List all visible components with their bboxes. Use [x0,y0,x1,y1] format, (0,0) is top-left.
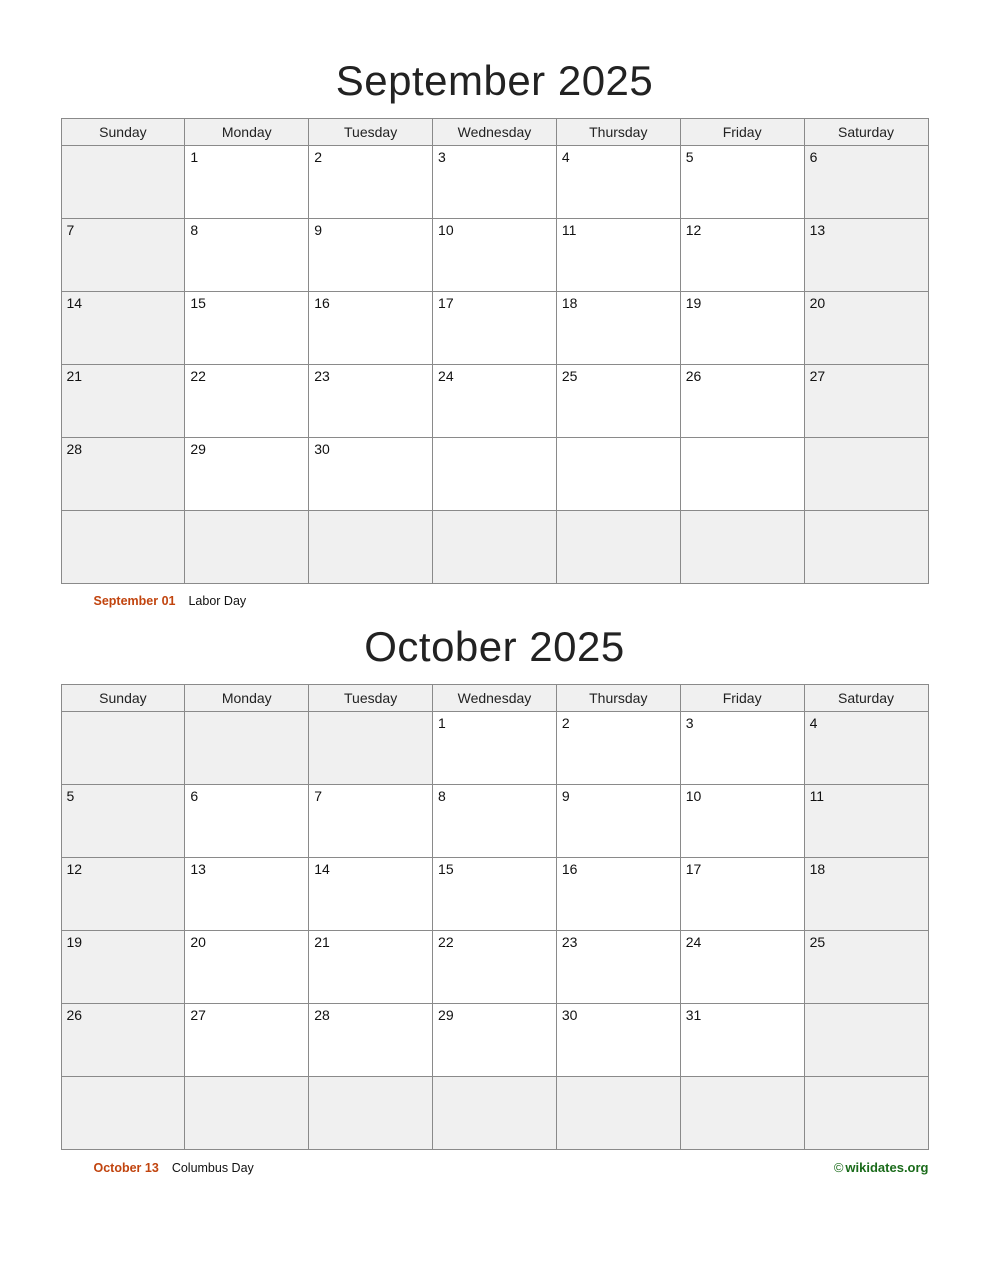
weekday-header-row [61,119,928,146]
day-cell[interactable]: 13 [185,858,309,931]
day-cell[interactable]: 23 [309,365,433,438]
weekday-header-sunday: Sunday [61,119,185,146]
calendar-week-row [61,146,928,219]
weekday-header-sunday: Sunday [61,685,185,712]
day-cell[interactable]: 4 [556,146,680,219]
day-cell[interactable]: 15 [185,292,309,365]
day-cell[interactable] [309,712,433,785]
weekday-header-monday: Monday [185,119,309,146]
day-cell[interactable]: 12 [61,858,185,931]
day-cell[interactable] [433,438,557,511]
day-cell[interactable]: 10 [680,785,804,858]
calendar-week-row [61,712,928,785]
day-cell[interactable]: 11 [804,785,928,858]
day-cell[interactable] [680,438,804,511]
day-cell[interactable]: 16 [309,292,433,365]
day-cell[interactable]: 22 [185,365,309,438]
day-cell[interactable]: 17 [680,858,804,931]
day-cell[interactable]: 29 [185,438,309,511]
day-cell[interactable] [185,712,309,785]
calendar-week-row [61,219,928,292]
day-cell[interactable]: 16 [556,858,680,931]
day-cell[interactable] [680,1077,804,1150]
day-cell[interactable] [61,712,185,785]
day-cell[interactable]: 21 [61,365,185,438]
weekday-header-tuesday: Tuesday [309,685,433,712]
day-cell[interactable]: 9 [556,785,680,858]
day-cell[interactable]: 30 [309,438,433,511]
day-cell[interactable]: 27 [804,365,928,438]
day-cell[interactable]: 21 [309,931,433,1004]
day-cell[interactable]: 25 [556,365,680,438]
day-cell[interactable]: 31 [680,1004,804,1077]
day-cell[interactable]: 26 [61,1004,185,1077]
weekday-header-saturday: Saturday [804,119,928,146]
weekday-header-friday: Friday [680,685,804,712]
day-cell[interactable] [433,1077,557,1150]
day-cell[interactable]: 1 [185,146,309,219]
weekday-header-friday: Friday [680,119,804,146]
day-cell[interactable]: 11 [556,219,680,292]
day-cell[interactable]: 10 [433,219,557,292]
day-cell[interactable]: 8 [185,219,309,292]
september-title: September 2025 [335,57,654,104]
day-cell[interactable]: 4 [804,712,928,785]
september-calendar-table [61,118,929,584]
day-cell[interactable]: 19 [61,931,185,1004]
day-cell[interactable] [804,511,928,584]
weekday-header-tuesday: Tuesday [309,119,433,146]
day-cell[interactable]: 27 [185,1004,309,1077]
october-holiday-note [61,1161,254,1175]
day-cell[interactable]: 6 [185,785,309,858]
day-cell[interactable]: 17 [433,292,557,365]
day-cell[interactable]: 14 [61,292,185,365]
calendar-week-row [61,365,928,438]
day-cell[interactable]: 2 [309,146,433,219]
holiday-date: October 13 [93,1160,159,1175]
day-cell[interactable]: 7 [61,219,185,292]
day-cell[interactable] [804,1077,928,1150]
day-cell[interactable]: 5 [680,146,804,219]
calendar-week-row [61,1077,928,1150]
day-cell[interactable] [804,1004,928,1077]
day-cell[interactable] [61,1077,185,1150]
day-cell[interactable]: 7 [309,785,433,858]
day-cell[interactable] [556,438,680,511]
weekday-header-wednesday: Wednesday [433,685,557,712]
calendar-week-row [61,438,928,511]
weekday-header-thursday: Thursday [556,685,680,712]
day-cell[interactable] [185,1077,309,1150]
copyright-icon: © [833,1160,844,1176]
day-cell[interactable]: 13 [804,219,928,292]
day-cell[interactable]: 24 [680,931,804,1004]
weekday-header-monday: Monday [185,685,309,712]
day-cell[interactable] [309,511,433,584]
october-title: October 2025 [364,623,625,671]
day-cell[interactable] [309,1077,433,1150]
october-calendar-table [61,684,929,1150]
site-credit[interactable] [834,1160,929,1175]
day-cell[interactable]: 3 [680,712,804,785]
site-credit-label: wikidates.org [845,1160,929,1176]
day-cell[interactable]: 8 [433,785,557,858]
day-cell[interactable] [433,511,557,584]
holiday-name: Labor Day [188,594,247,609]
day-cell[interactable]: 3 [433,146,557,219]
day-cell[interactable] [556,511,680,584]
day-cell[interactable]: 25 [804,931,928,1004]
day-cell[interactable]: 14 [309,858,433,931]
day-cell[interactable] [61,146,185,219]
day-cell[interactable]: 30 [556,1004,680,1077]
weekday-header-wednesday: Wednesday [433,119,557,146]
weekday-header-row [61,685,928,712]
day-cell[interactable]: 6 [804,146,928,219]
calendar-week-row [61,292,928,365]
day-cell[interactable]: 28 [309,1004,433,1077]
day-cell[interactable] [185,511,309,584]
calendar-week-row [61,931,928,1004]
holiday-date: September 01 [93,594,176,609]
day-cell[interactable]: 22 [433,931,557,1004]
calendar-week-row [61,858,928,931]
day-cell[interactable]: 20 [804,292,928,365]
holiday-name: Columbus Day [171,1160,254,1175]
september-holiday-note [61,584,929,608]
calendar-week-row [61,511,928,584]
october-calendar-block [61,608,929,1150]
day-cell[interactable]: 18 [804,858,928,931]
september-calendar-block [61,0,929,584]
day-cell[interactable]: 20 [185,931,309,1004]
day-cell[interactable]: 19 [680,292,804,365]
calendar-week-row [61,1004,928,1077]
day-cell[interactable]: 5 [61,785,185,858]
day-cell[interactable]: 15 [433,858,557,931]
day-cell[interactable]: 2 [556,712,680,785]
day-cell[interactable] [680,511,804,584]
day-cell[interactable]: 12 [680,219,804,292]
day-cell[interactable] [804,438,928,511]
day-cell[interactable]: 9 [309,219,433,292]
day-cell[interactable]: 1 [433,712,557,785]
day-cell[interactable] [556,1077,680,1150]
day-cell[interactable]: 23 [556,931,680,1004]
weekday-header-saturday: Saturday [804,685,928,712]
day-cell[interactable]: 28 [61,438,185,511]
day-cell[interactable]: 24 [433,365,557,438]
weekday-header-thursday: Thursday [556,119,680,146]
day-cell[interactable] [61,511,185,584]
day-cell[interactable]: 29 [433,1004,557,1077]
day-cell[interactable]: 18 [556,292,680,365]
calendar-week-row [61,785,928,858]
day-cell[interactable]: 26 [680,365,804,438]
october-footer-bar [61,1150,929,1175]
